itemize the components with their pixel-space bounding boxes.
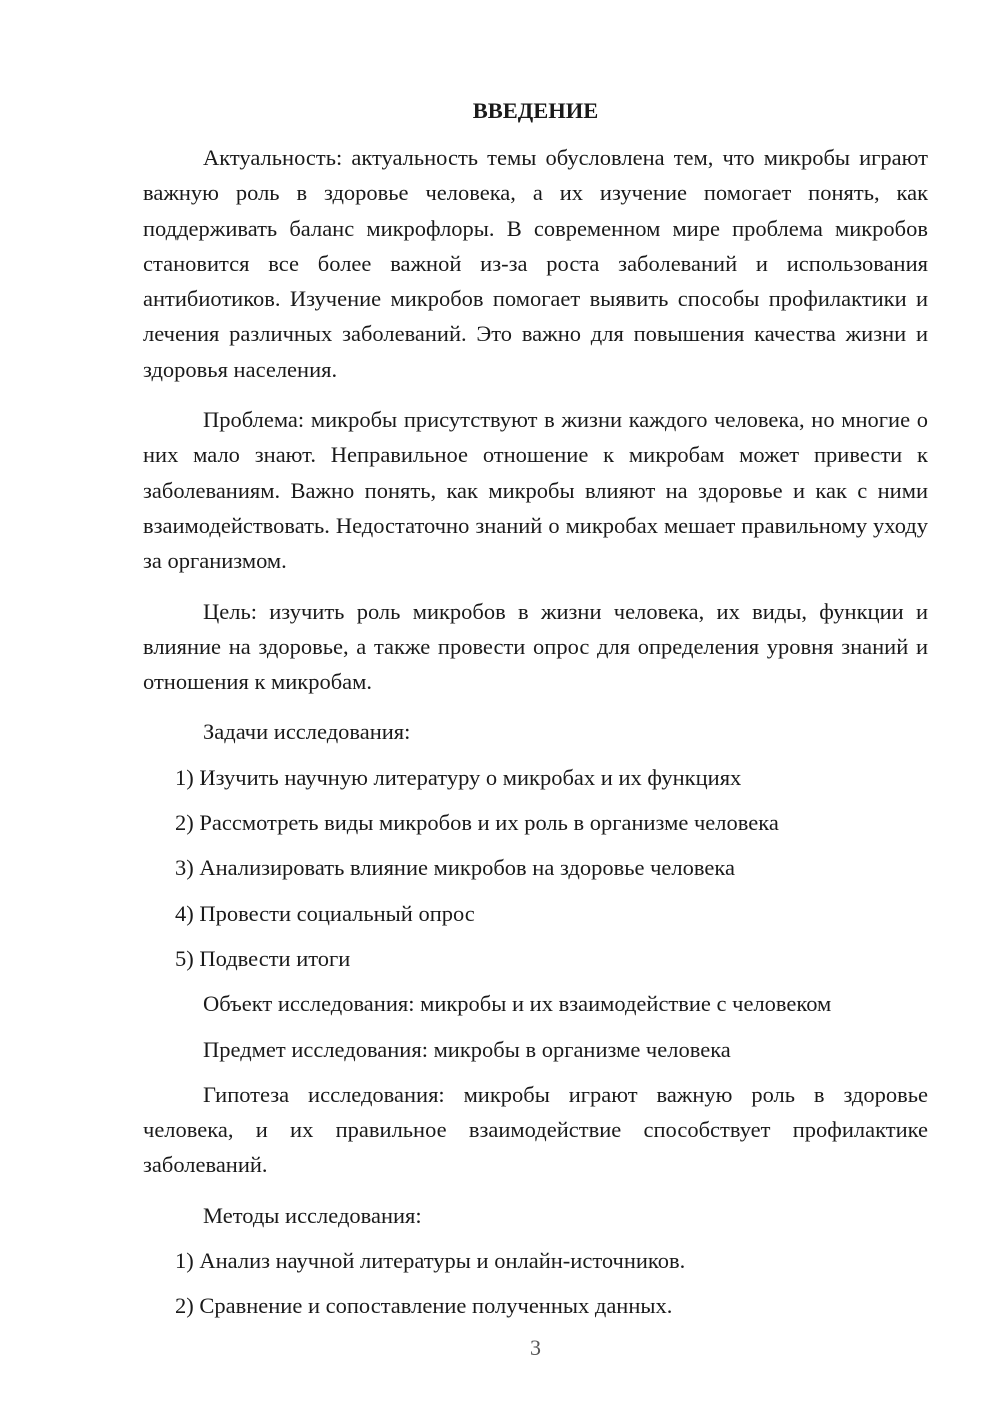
- list-item: 4) Провести социальный опрос: [175, 900, 475, 926]
- tasks-list: [143, 760, 928, 976]
- hypothesis-paragraph: Гипотеза исследования: микробы играют важную роль в здоровье человека, и их правильное взаимодействие способствует профилактике заболеваний.: [143, 1081, 928, 1178]
- problem-paragraph: Проблема: микробы присутствуют в жизни каждого человека, но многие о них мало знают. Неправильное отношение к микробам может привести к заболеваниям. Важно понять, как микробы влияют на здоровье и как с ними взаимодействовать. Недостаточно знаний о микробах мешает правильному уходу за организмом.: [143, 407, 928, 574]
- list-item: 1) Анализ научной литературы и онлайн-источников.: [175, 1248, 686, 1274]
- list-item: 5) Подвести итоги: [175, 945, 351, 971]
- goal-paragraph: Цель: изучить роль микробов в жизни человека, их виды, функции и влияние на здоровье, а также провести опрос для определения уровня знаний и отношения к микробам.: [143, 598, 928, 695]
- relevance-paragraph: Актуальность: актуальность темы обусловлена тем, что микробы играют важную роль в здоровье человека, а их изучение помогает понять, как поддерживать баланс микрофлоры. В современном мире проблема микробов становится все более важной из-за роста заболеваний и использования антибиотиков. Изучение микробов помогает выявить способы профилактики и лечения различных заболеваний. Это важно для повышения качества жизни и здоровья населения.: [143, 145, 928, 382]
- page-number: 3: [530, 1335, 541, 1360]
- methods-list: [143, 1243, 928, 1324]
- methods-heading: Методы исследования:: [203, 1202, 422, 1228]
- page-title: ВВЕДЕНИЕ: [472, 98, 599, 123]
- tasks-heading: Задачи исследования:: [203, 719, 411, 745]
- list-item: 3) Анализировать влияние микробов на здоровье человека: [175, 855, 735, 881]
- list-item: 2) Рассмотреть виды микробов и их роль в организме человека: [175, 810, 779, 836]
- list-item: 1) Изучить научную литературу о микробах и их функциях: [175, 764, 742, 790]
- document-body: [143, 140, 928, 1334]
- subject-paragraph: Предмет исследования: микробы в организме человека: [203, 1036, 731, 1062]
- list-item: 2) Сравнение и сопоставление полученных данных.: [175, 1293, 673, 1319]
- object-paragraph: Объект исследования: микробы и их взаимодействие с человеком: [203, 991, 832, 1017]
- document-page: [143, 0, 928, 1414]
